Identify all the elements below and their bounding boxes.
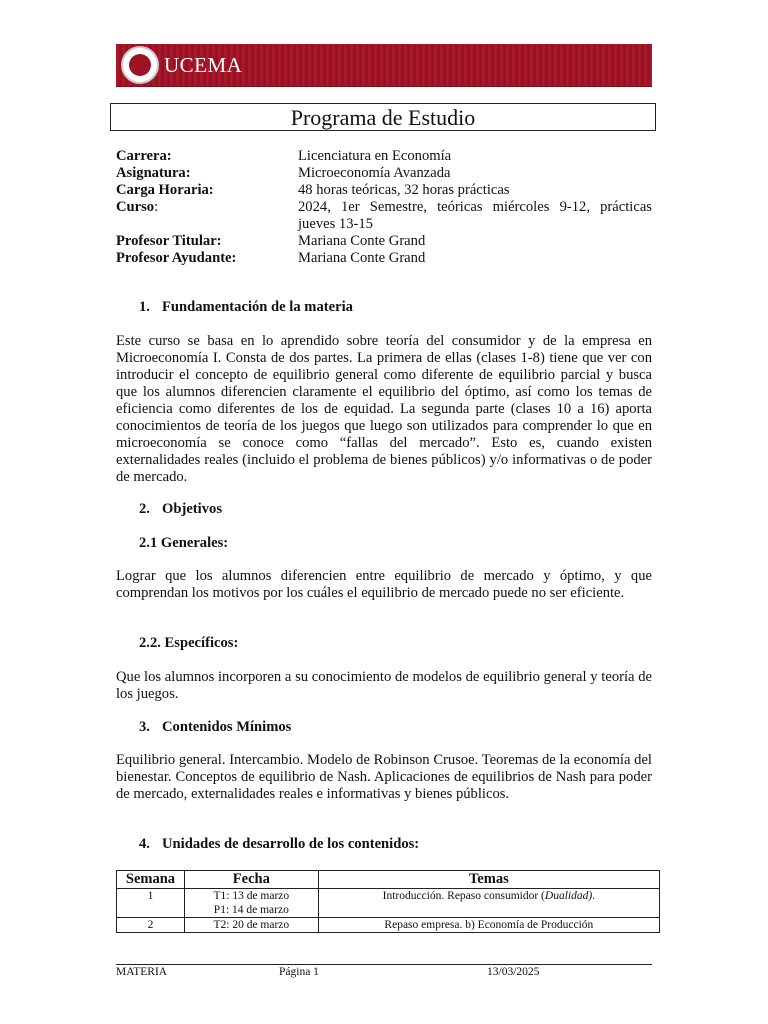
info-row bbox=[116, 148, 652, 165]
cell-semana: 2 bbox=[117, 918, 185, 933]
section-text: Este curso se basa en lo aprendido sobre teoría del consumidor y de la empresa en Microeconomía I. Consta de dos partes. La primera de ellas (clases 1-8) tiene que ver con introducir el concepto de equilibrio general como diferente de equilibrio parcial y busca que los alumnos diferencien claramente el equilibrio del óptimo, así como los temas de eficiencia como diferentes de los de equidad. La segunda parte (clases 10 a 16) aporta conocimientos de teoría de los juegos que luego son utilizados para comprender lo que en microeconomía se conoce como “fallas del mercado”. Esto es, cuando existen externalidades reales (incluido el problema de bienes públicos) y/o informativas o de poder de mercado. bbox=[116, 333, 652, 485]
header-banner bbox=[116, 44, 652, 87]
column-header: Temas bbox=[318, 871, 659, 889]
section-text: Que los alumnos incorporen a su conocimiento de modelos de equilibrio general y teoría de los juegos. bbox=[116, 669, 652, 702]
table-row bbox=[117, 918, 660, 933]
section-heading: 2. Objetivos bbox=[139, 501, 222, 517]
info-key: Curso: bbox=[116, 199, 159, 215]
column-header: Semana bbox=[117, 871, 185, 889]
course-info bbox=[116, 148, 652, 267]
footer-date: 13/03/2025 bbox=[487, 966, 540, 978]
info-key: Asignatura: bbox=[116, 165, 191, 181]
cell-tema: Repaso empresa. b) Economía de Producción bbox=[318, 918, 659, 933]
section-text: Equilibrio general. Intercambio. Modelo de Robinson Crusoe. Teoremas de la economía del bienestar. Conceptos de equilibrio de Nash. Aplicaciones de equilibrios de Nash para poder de mercado, externalidades reales e informativas y bienes públicos. bbox=[116, 752, 652, 802]
info-key: Carrera: bbox=[116, 148, 172, 164]
info-value: Mariana Conte Grand bbox=[298, 233, 426, 249]
info-value: Microeconomía Avanzada bbox=[298, 165, 451, 181]
section-text: Lograr que los alumnos diferencien entre equilibrio de mercado y óptimo, y que comprendan los motivos por los cuáles el equilibrio de mercado puede no ser eficiente. bbox=[116, 568, 652, 601]
info-value: 2024, 1er Semestre, teóricas miércoles 9-12, prácticas jueves 13-15 bbox=[298, 199, 652, 232]
info-key: Profesor Titular: bbox=[116, 233, 222, 249]
table-header-row bbox=[117, 871, 660, 889]
info-row bbox=[116, 250, 652, 267]
units-table bbox=[116, 870, 660, 933]
info-row bbox=[116, 233, 652, 250]
cell-fecha: T1: 13 de marzo P1: 14 de marzo bbox=[184, 889, 318, 918]
info-key: Carga Horaria: bbox=[116, 182, 214, 198]
university-seal-icon bbox=[121, 46, 159, 84]
info-row bbox=[116, 165, 652, 182]
subsection-heading: 2.1 Generales: bbox=[139, 535, 229, 551]
footer-page-number: Página 1 bbox=[279, 966, 319, 978]
column-header: Fecha bbox=[184, 871, 318, 889]
cell-fecha: T2: 20 de marzo bbox=[184, 918, 318, 933]
info-row bbox=[116, 182, 652, 199]
section-heading: 4. Unidades de desarrollo de los contenidos: bbox=[139, 836, 420, 852]
info-value: 48 horas teóricas, 32 horas prácticas bbox=[298, 182, 510, 198]
table-row bbox=[117, 889, 660, 918]
page-title: Programa de Estudio bbox=[110, 103, 656, 131]
subsection-heading: 2.2. Específicos: bbox=[139, 635, 239, 651]
footer-left: MATERIA bbox=[116, 966, 168, 978]
section-heading: 3. Contenidos Mínimos bbox=[139, 719, 292, 735]
footer-divider bbox=[116, 964, 652, 965]
section-heading: 1. Fundamentación de la materia bbox=[139, 299, 353, 315]
info-row bbox=[116, 199, 652, 233]
info-value: Mariana Conte Grand bbox=[298, 250, 426, 266]
info-key: Profesor Ayudante: bbox=[116, 250, 237, 266]
cell-semana: 1 bbox=[117, 889, 185, 918]
info-value: Licenciatura en Economía bbox=[298, 148, 452, 164]
cell-tema: Introducción. Repaso consumidor (Dualidad). bbox=[318, 889, 659, 918]
logo-text: UCEMA bbox=[164, 53, 243, 77]
